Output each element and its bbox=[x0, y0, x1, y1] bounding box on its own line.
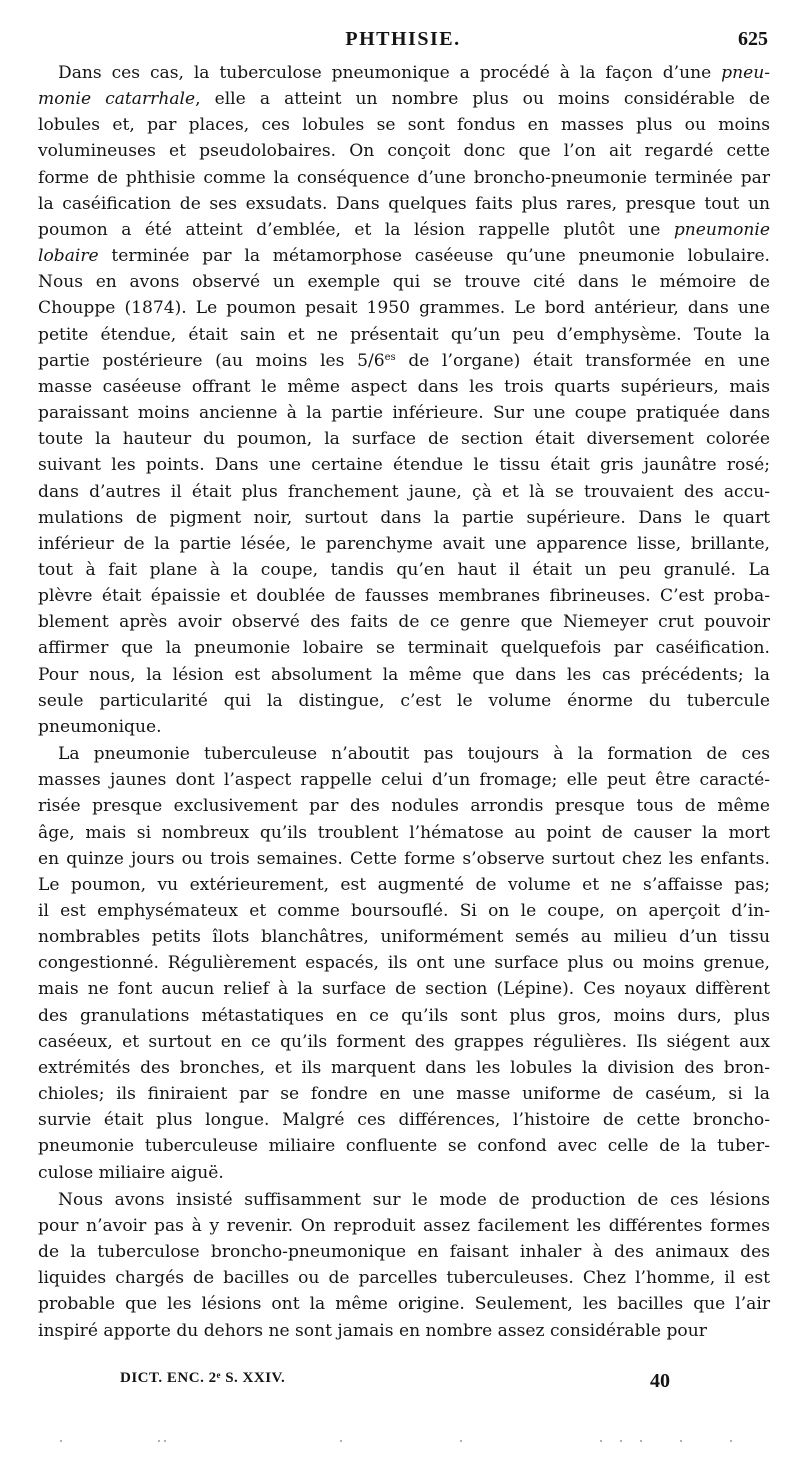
text-line: seule particularité qui la distingue, c’est le volume énorme du tubercule bbox=[38, 690, 770, 711]
text-line: âge, mais si nombreux qu’ils troublent l’hématose au point de causer la mort bbox=[38, 822, 770, 843]
text-line: toute la hauteur du poumon, la surface de section était diversement colorée bbox=[38, 429, 770, 450]
text-line: tout à fait plane à la coupe, tandis qu’en haut il était un peu granulé. La bbox=[38, 559, 770, 580]
text-line: blement après avoir observé des faits de ce genre que Niemeyer crut pouvoir bbox=[38, 612, 770, 633]
text-line: inspiré apporte du dehors ne sont jamais en nombre assez considérable pour bbox=[38, 1320, 707, 1341]
text-line: il est emphysémateux et comme boursouflé. Si on le coupe, on aperçoit d’in- bbox=[38, 901, 770, 921]
text-line: partie postérieure (au moins les $5/6^{es}$ de l’organe) était transformée en une bbox=[38, 350, 770, 371]
text-line: Chouppe (1874). Le poumon pesait 1950 grammes. Le bord antérieur, dans une bbox=[38, 298, 770, 319]
text-line: de la tuberculose broncho-pneumonique en faisant inhaler à des animaux des bbox=[38, 1242, 770, 1263]
text-line: dans d’autres il était plus franchement jaune, çà et là se trouvaient des accu- bbox=[38, 481, 770, 502]
text-line: inférieur de la partie lésée, le parenchyme avait une apparence lisse, brillante, bbox=[38, 533, 770, 554]
text-line: monie catarrhale, elle a atteint un nombre plus ou moins considérable de bbox=[38, 89, 770, 110]
text-line: pneumonique. bbox=[38, 716, 162, 737]
text-line: poumon a été atteint d’emblée, et la lésion rappelle plutôt une pneumonie bbox=[38, 219, 770, 240]
text-line: la caséification de ses exsudats. Dans quelques faits plus rares, presque tout un bbox=[38, 193, 770, 214]
scan-speck bbox=[340, 1440, 342, 1442]
scan-speck bbox=[60, 1440, 62, 1442]
text-line: lobules et, par places, ces lobules se sont fondus en masses plus ou moins bbox=[38, 115, 770, 136]
scan-speck bbox=[460, 1440, 462, 1442]
text-line: Dans ces cas, la tuberculose pneumonique a procédé à la façon d’une pneu- bbox=[58, 63, 770, 83]
text-line: caséeux, et surtout en ce qu’ils forment des grappes régulières. Ils siégent aux bbox=[38, 1031, 770, 1052]
text-line: liquides chargés de bacilles ou de parcelles tuberculeuses. Chez l’homme, il est bbox=[38, 1268, 770, 1289]
text-line: nombrables petits îlots blanchâtres, uniformément semés au milieu d’un tissu bbox=[38, 927, 770, 948]
text-line: mulations de pigment noir, surtout dans la partie supérieure. Dans le quart bbox=[38, 507, 770, 528]
text-line: risée presque exclusivement par des nodules arrondis presque tous de même bbox=[38, 796, 770, 817]
scan-speck bbox=[164, 1440, 166, 1442]
text-line: masses jaunes dont l’aspect rappelle celui d’un fromage; elle peut être caracté- bbox=[38, 770, 770, 791]
text-line: culose miliaire aiguë. bbox=[38, 1162, 224, 1183]
printer-signature: DICT. ENC. 2ᵉ S. XXIV. bbox=[120, 1370, 286, 1386]
paragraph-3 bbox=[38, 1187, 770, 1344]
paragraph-2 bbox=[38, 741, 770, 1186]
text-line: volumineuses et pseudolobaires. On conçoit donc que l’on ait regardé cette bbox=[38, 141, 770, 162]
text-line: forme de phthisie comme la conséquence d’une broncho-pneumonie terminée par bbox=[38, 167, 770, 188]
text-line: des granulations métastatiques en ce qu’ils sont plus gros, moins durs, plus bbox=[38, 1005, 770, 1026]
text-line: extrémités des bronches, et ils marquent dans les lobules la division des bron- bbox=[38, 1057, 770, 1078]
text-line: suivant les points. Dans une certaine étendue le tissu était gris jaunâtre rosé; bbox=[38, 455, 770, 476]
text-line: Nous avons insisté suffisamment sur le mode de production de ces lésions bbox=[58, 1189, 770, 1210]
footer bbox=[120, 1370, 700, 1400]
running-head bbox=[38, 28, 768, 58]
scan-speck bbox=[730, 1440, 732, 1442]
text-line: survie était plus longue. Malgré ces différences, l’histoire de cette broncho- bbox=[38, 1110, 770, 1131]
text-line: pour n’avoir pas à y revenir. On reproduit assez facilement les différentes formes bbox=[38, 1215, 770, 1236]
text-line: probable que les lésions ont la même origine. Seulement, les bacilles que l’air bbox=[38, 1294, 770, 1315]
scan-speck bbox=[158, 1440, 160, 1442]
text-line: pneumonie tuberculeuse miliaire confluente se confond avec celle de la tuber- bbox=[38, 1136, 770, 1157]
scan-speck bbox=[620, 1440, 622, 1442]
text-line: petite étendue, était sain et ne présentait qu’un peu d’emphysème. Toute la bbox=[38, 324, 770, 345]
body-text bbox=[38, 60, 770, 1344]
text-line: en quinze jours ou trois semaines. Cette forme s’observe surtout chez les enfants. bbox=[38, 848, 770, 869]
scan-speck bbox=[600, 1440, 602, 1442]
text-line: Le poumon, vu extérieurement, est augmenté de volume et ne s’affaisse pas; bbox=[38, 874, 770, 895]
text-line: masse caséeuse offrant le même aspect dans les trois quarts supérieurs, mais bbox=[38, 376, 770, 397]
text-line: Nous en avons observé un exemple qui se trouve cité dans le mémoire de bbox=[38, 272, 770, 293]
scan-speck bbox=[640, 1440, 642, 1442]
paragraph-1 bbox=[38, 60, 770, 740]
signature-number: 40 bbox=[650, 1370, 670, 1392]
text-line: Pour nous, la lésion est absolument la même que dans les cas précédents; la bbox=[38, 664, 770, 685]
text-line: chioles; ils finiraient par se fondre en une masse uniforme de caséum, si la bbox=[38, 1084, 770, 1105]
text-line: affirmer que la pneumonie lobaire se terminait quelquefois par caséification. bbox=[38, 638, 770, 659]
scan-specks bbox=[40, 1440, 770, 1446]
running-title: PHTHISIE. bbox=[345, 28, 461, 50]
text-line: congestionné. Régulièrement espacés, ils ont une surface plus ou moins grenue, bbox=[38, 953, 770, 974]
text-line: mais ne font aucun relief à la surface de section (Lépine). Ces noyaux diffèrent bbox=[38, 979, 770, 1000]
text-line: plèvre était épaissie et doublée de fausses membranes fibrineuses. C’est proba- bbox=[38, 586, 770, 607]
page-number: 625 bbox=[738, 28, 768, 50]
text-line: lobaire terminée par la métamorphose caséeuse qu’une pneumonie lobulaire. bbox=[38, 246, 770, 267]
text-line: La pneumonie tuberculeuse n’aboutit pas toujours à la formation de ces bbox=[58, 744, 770, 765]
text-line: paraissant moins ancienne à la partie inférieure. Sur une coupe pratiquée dans bbox=[38, 403, 770, 424]
scan-speck bbox=[680, 1440, 682, 1442]
